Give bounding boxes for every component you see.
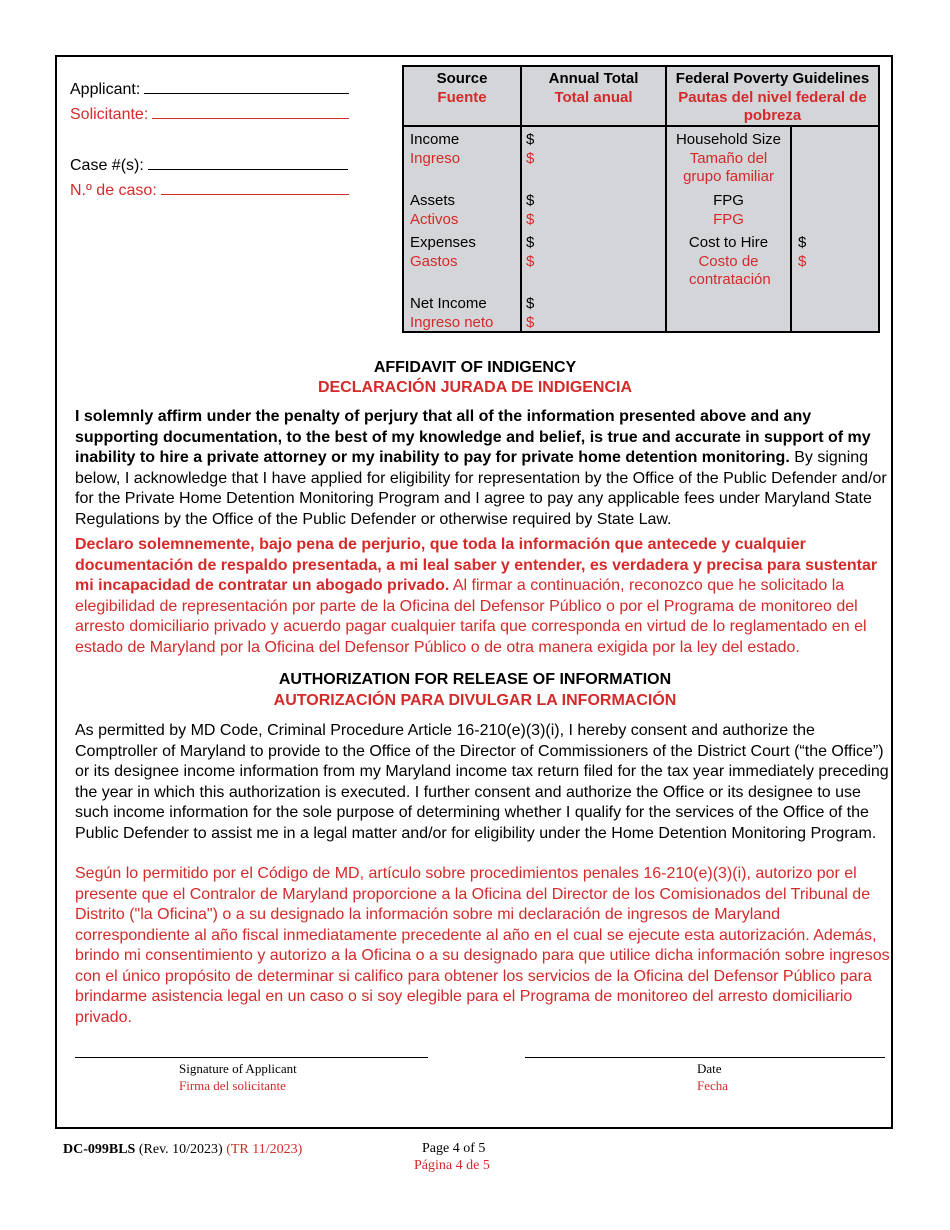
- assets-amount[interactable]: $ $: [526, 192, 535, 228]
- authorization-title: AUTHORIZATION FOR RELEASE OF INFORMATION: [278, 671, 672, 688]
- financial-table: [402, 65, 880, 333]
- solicitante-input-line[interactable]: [152, 104, 349, 119]
- signature-label-es: Firma del solicitante: [179, 1078, 286, 1093]
- numero-caso-input-line[interactable]: [161, 180, 349, 195]
- applicant-input-line[interactable]: [144, 79, 349, 94]
- cost-to-hire-label: Cost to Hire Costo de contratación: [688, 234, 771, 288]
- solicitante-field[interactable]: Solicitante:: [70, 104, 349, 125]
- authorization-text-en: As permitted by MD Code, Criminal Procedure Article 16-210(e)(3)(i), I hereby consent and authorize the Comptroller of Maryland to provide to the Office of the Director of Commissioners of the District Court (“the Office”) or its designee income information from my Maryland income tax return filed for the tax year immediately preceding the year in which this authorization is executed. I further consent and authorize the Office or its designee to use such income information for the sole purpose of determining whether I qualify for the services of the Office of the Public Defender to assist me in a legal matter and/or for eligibility under the Home Detention Monitoring Program.: [75, 722, 889, 842]
- case-input-line[interactable]: [148, 155, 348, 170]
- expenses-amount[interactable]: $ $: [526, 234, 535, 270]
- affidavit-title: AFFIDAVIT OF INDIGENCY: [373, 359, 577, 376]
- household-size-label: Household Size Tamaño del grupo familiar: [675, 131, 782, 185]
- date-label-es: Fecha: [697, 1078, 729, 1093]
- signature-line[interactable]: [75, 1057, 428, 1058]
- authorization-title-es: AUTORIZACIÓN PARA DIVULGAR LA INFORMACIÓN: [273, 692, 677, 709]
- date-line[interactable]: [525, 1057, 885, 1058]
- fpg-value-column[interactable]: [790, 125, 880, 333]
- affidavit-text-en: I solemnly affirm under the penalty of perjury that all of the information presented above and any supporting documentation, to the best of my knowledge and belief, is true and accurate in support of my inability to hire a private attorney or my inability to pay for private home detention monitoring. By signing below, I acknowledge that I have applied for eligibility for representation by the Office of the Public Defender and/or for the Private Home Detention Monitoring Program and I agree to pay any applicable fees under Maryland State Regulations by the Office of the Public Defender or otherwise required by State Law.: [75, 408, 887, 528]
- annual-total-column[interactable]: [520, 125, 667, 333]
- header-annual-total: Annual Total Total anual: [520, 65, 667, 127]
- fpg-label-column: [665, 125, 792, 333]
- numero-caso-field[interactable]: N.º de caso:: [70, 180, 349, 201]
- row-expenses-label: Expenses Gastos: [410, 234, 476, 270]
- affidavit-title-es: DECLARACIÓN JURADA DE INDIGENCIA: [317, 379, 633, 396]
- row-net-income-label: Net Income Ingreso neto: [410, 295, 494, 331]
- page-number: Page 4 of 5: [422, 1141, 486, 1156]
- cost-to-hire-amount[interactable]: $ $: [798, 234, 807, 270]
- fpg-label: FPG FPG: [713, 192, 744, 228]
- header-source: Source Fuente: [402, 65, 522, 127]
- header-fpg: Federal Poverty Guidelines Pautas del nivel federal de pobreza: [665, 65, 880, 127]
- signature-label: Signature of Applicant: [179, 1061, 297, 1076]
- case-number-field[interactable]: Case #(s):: [70, 155, 348, 176]
- date-label: Date: [697, 1061, 722, 1076]
- page-number-es: Página 4 de 5: [414, 1158, 490, 1173]
- source-column: [402, 125, 522, 333]
- affidavit-text-es: Declaro solemnemente, bajo pena de perjurio, que toda la información que antecede y cualquier documentación de respaldo presentada, a mi leal saber y entender, es verdadera y precisa para sustentar mi incapacidad de contratar un abogado privado. Al firmar a continuación, reconozco que he solicitado la elegibilidad de representación por parte de la Oficina del Defensor Público o por el Programa de monitoreo del arresto domiciliario privado y acuerdo pagar cualquier tarifa que corresponda en virtud de lo reglamentado en el estado de Maryland por la Oficina del Defensor Público o de otra manera exigida por la ley del estado.: [75, 536, 878, 656]
- applicant-field[interactable]: Applicant:: [70, 79, 349, 100]
- row-income-label: Income Ingreso: [410, 131, 461, 167]
- row-assets-label: Assets Activos: [410, 192, 459, 228]
- authorization-text-es: Según lo permitido por el Código de MD, artículo sobre procedimientos penales 16-210(e)(3)(i), autorizo por el presente que el Contralor de Maryland proporcione a la Oficina del Director de los Comisionados del Tribunal de Distrito ("la Oficina") o a su designado la información sobre mi declaración de ingresos de Maryland correspondiente al año fiscal inmediatamente precedente al año en el cual se ejecute esta autorización. Además, brindo mi consentimiento y autorizo a la Oficina o a su designado para que utilice dicha información sobre ingresos con el único propósito de determinar si califico para obtener los servicios de la Oficina del Defensor Público para brindarme asistencia legal en un caso o si soy elegible para el Programa de monitoreo del arresto domiciliario privado.: [75, 865, 890, 1026]
- form-id: DC-099BLS (Rev. 10/2023) (TR 11/2023): [63, 1142, 303, 1157]
- net-income-amount[interactable]: $ $: [526, 295, 535, 331]
- income-amount[interactable]: $ $: [526, 131, 535, 167]
